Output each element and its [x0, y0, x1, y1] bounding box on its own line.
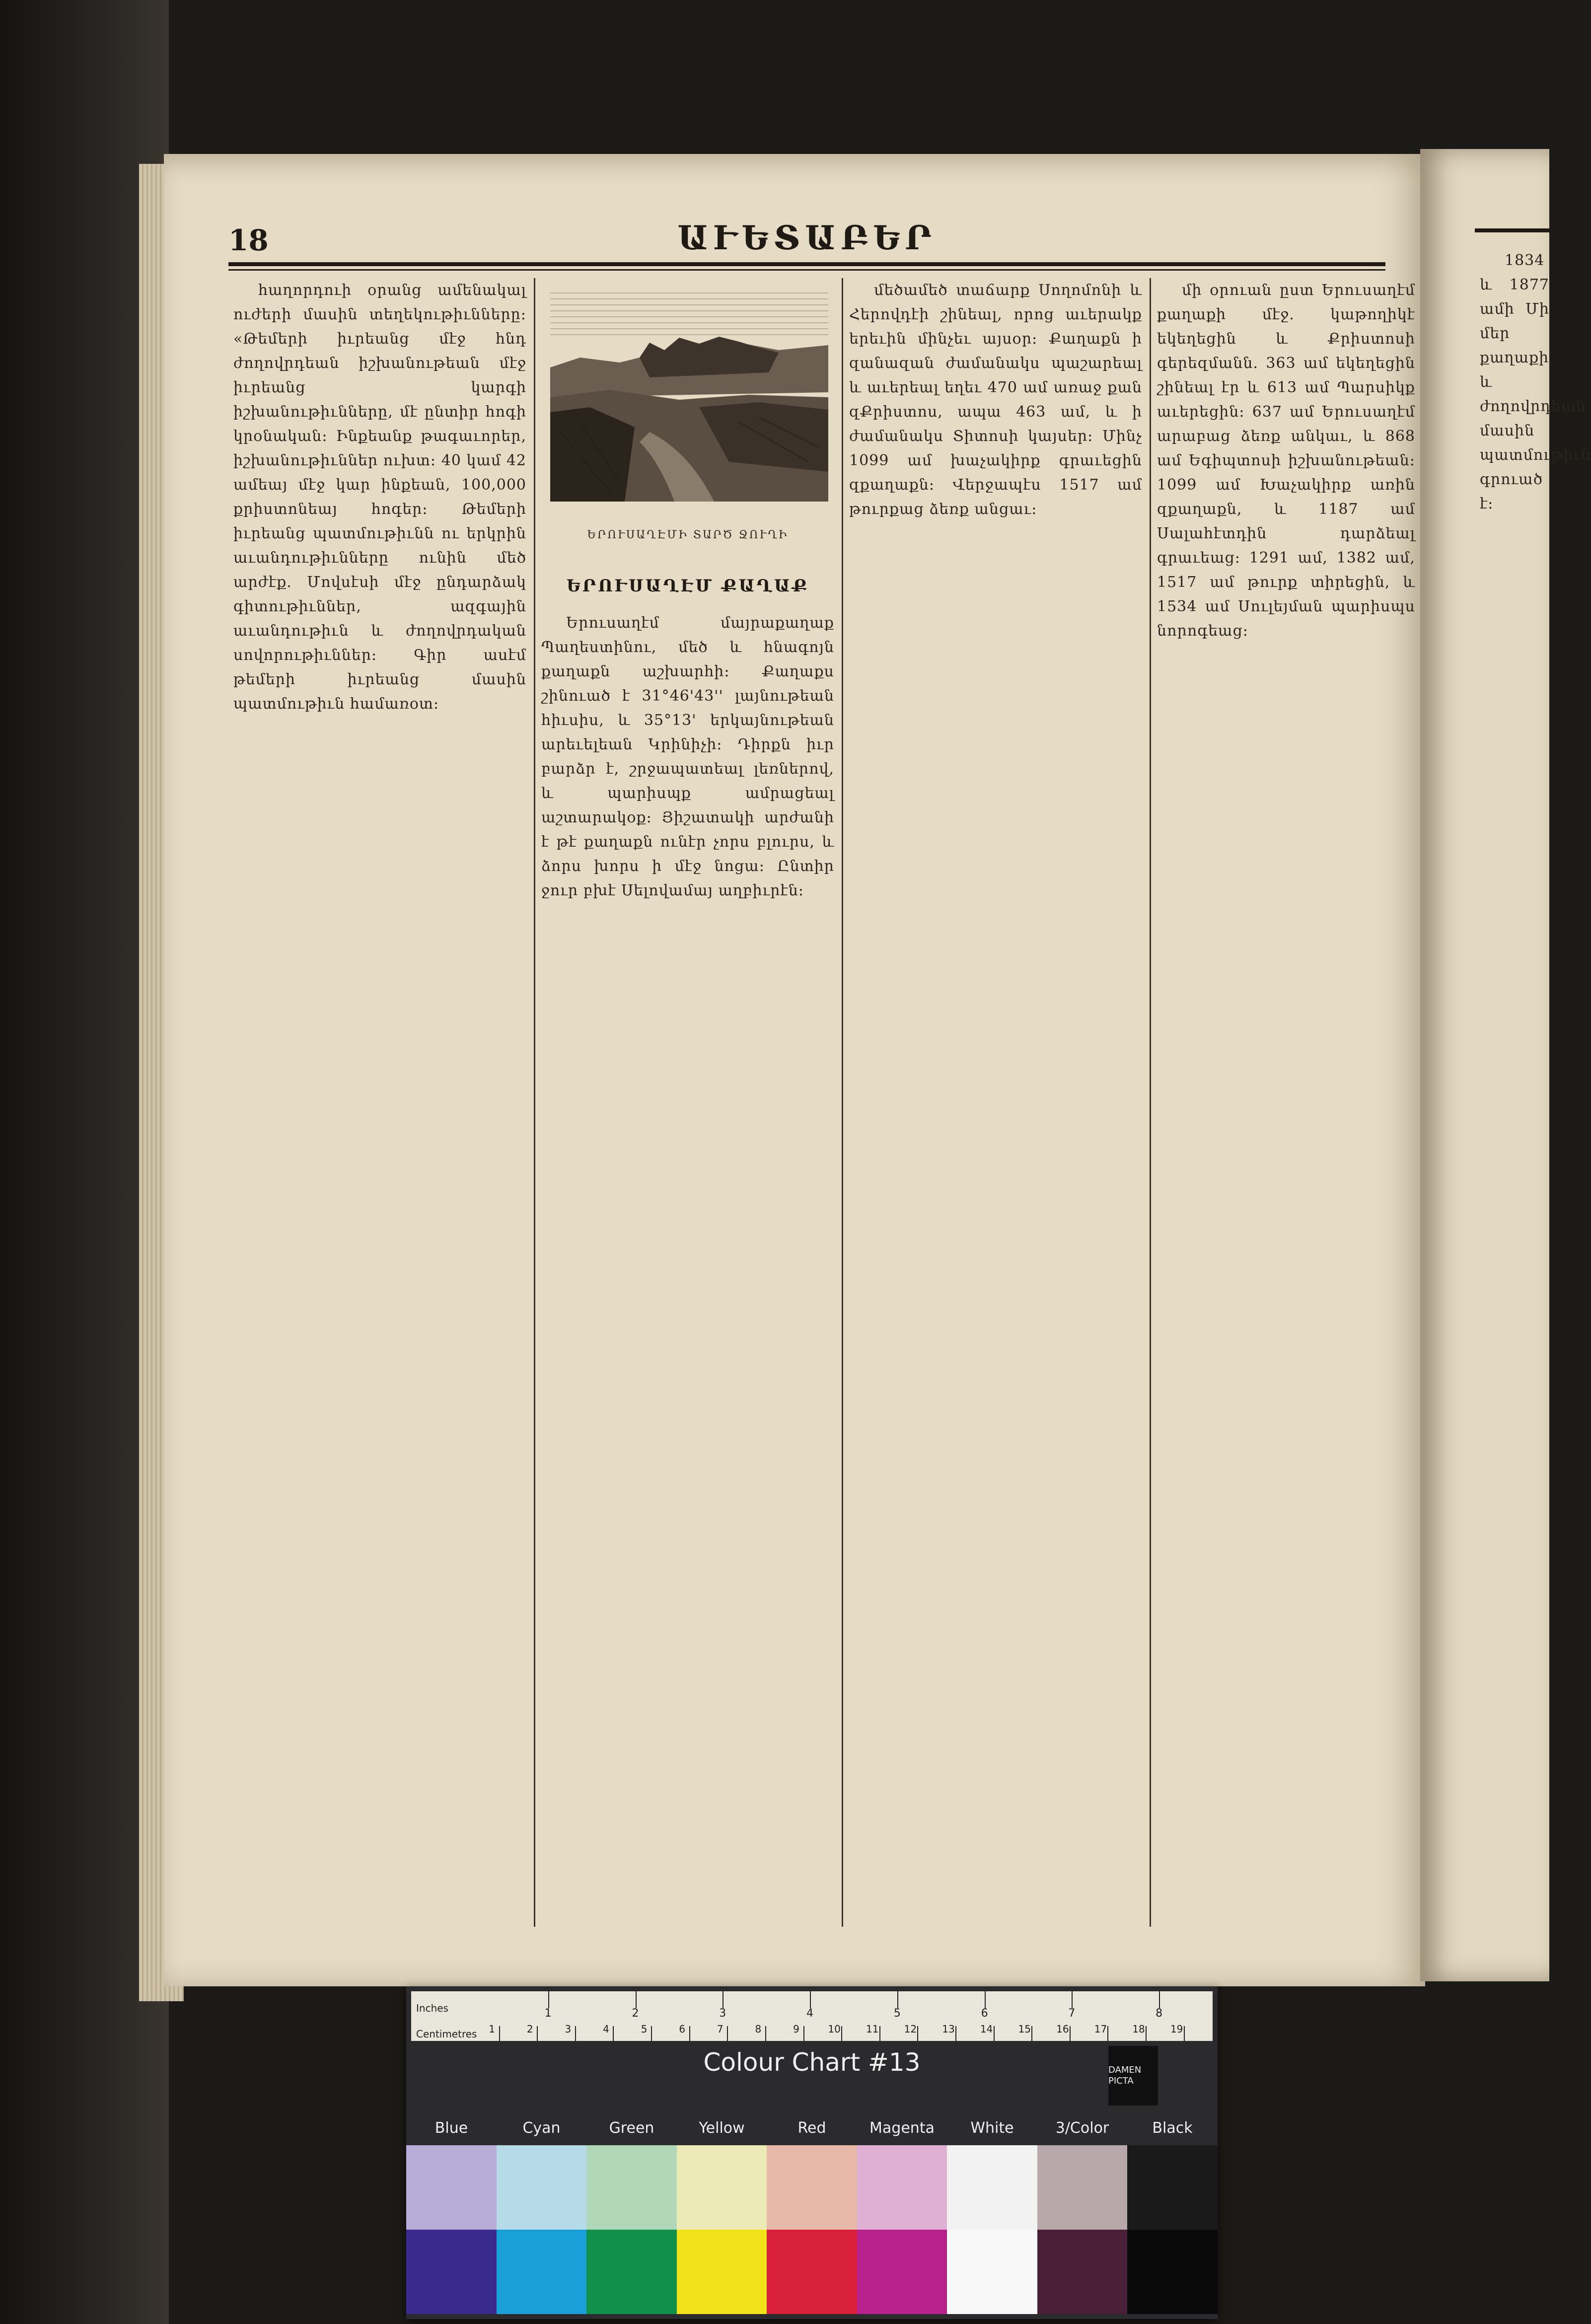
cm-tick — [1070, 2026, 1071, 2041]
right-page-text: 1834 և 1877 ամի Մի մեր քաղաքի և ժողովրդեան մասին պատմութիւն գրուած է։ — [1480, 252, 1591, 512]
cm-tick — [765, 2026, 766, 2041]
running-title: ԱՒԵՏԱԲԵՐ — [677, 218, 937, 257]
swatch-light — [586, 2145, 677, 2230]
page-header — [228, 214, 1385, 258]
cm-tick — [841, 2026, 842, 2041]
article-title: ԵՐՈՒՍԱՂԷՄ ՔԱՂԱՔ — [566, 576, 809, 596]
column-2-text: Երուսաղէմ մայրաքաղաք Պաղեստինու, մեծ և հնագոյն քաղաքն աշխարհի։ Քաղաքս շինուած է 31°46'43'' լայնութեան հիւսիս, և 35°13' երկայնութեան արեւելեան Կրինիչի։ Դիրքն իւր բարձր է, շրջապատեալ լեռներով, և պարիսպք ամրացեալ աշտարակօք։ Յիշատակի արժանի է թէ քաղաքն ունէր չորս բլուրս, և ձորս խորս ի մէջ նոցա։ Ընտիր ջուր բխէ Սելովամայ աղբիւրէն։ — [541, 614, 834, 899]
cm-tick-label: 19 — [1170, 2023, 1183, 2035]
inch-tick — [1159, 1991, 1160, 2008]
cm-tick — [917, 2026, 918, 2041]
right-page-column — [1480, 248, 1591, 1887]
colour-chart-card — [406, 1986, 1218, 2319]
cm-tick-label: 14 — [980, 2023, 993, 2035]
column-1 — [233, 278, 526, 1932]
cm-tick — [575, 2026, 576, 2041]
cm-tick — [955, 2026, 956, 2041]
inch-tick-label: 8 — [1156, 2007, 1163, 2020]
inch-tick-label: 1 — [544, 2007, 552, 2020]
cm-tick — [499, 2026, 500, 2041]
inch-tick-label: 4 — [806, 2007, 814, 2020]
swatch-light — [497, 2145, 587, 2230]
swatch-label: Red — [797, 2119, 826, 2137]
cm-tick-label: 10 — [828, 2023, 841, 2035]
cm-tick-label: 13 — [942, 2023, 955, 2035]
cm-tick-label: 12 — [904, 2023, 917, 2035]
left-page — [164, 154, 1425, 1986]
colour-chart-title: Colour Chart #13 — [703, 2048, 921, 2077]
ruler-cm-label: Centimetres — [416, 2028, 477, 2040]
column-3 — [849, 278, 1142, 1932]
swatch-light — [1037, 2145, 1128, 2230]
swatch-label: Black — [1152, 2119, 1193, 2137]
column-4 — [1157, 278, 1415, 1932]
swatch-light — [406, 2145, 497, 2230]
swatch-labels — [406, 2119, 1218, 2139]
swatch-light — [677, 2145, 767, 2230]
inch-tick-label: 6 — [981, 2007, 988, 2020]
ruler — [411, 1991, 1213, 2041]
cm-tick-label: 2 — [526, 2023, 533, 2035]
inch-tick — [1072, 1991, 1073, 2008]
swatch-label: Blue — [434, 2119, 468, 2137]
swatch-light — [857, 2145, 947, 2230]
cm-tick — [1184, 2026, 1185, 2041]
column-divider — [1150, 278, 1151, 1927]
swatch-dark — [1127, 2230, 1218, 2314]
cm-tick-label: 15 — [1018, 2023, 1031, 2035]
swatch-light — [947, 2145, 1037, 2230]
ruler-inches-label: Inches — [416, 2002, 448, 2014]
cm-tick — [994, 2026, 995, 2041]
header-rule-thin — [228, 269, 1385, 271]
cm-tick — [651, 2026, 652, 2041]
cm-tick-label: 5 — [641, 2023, 648, 2035]
header-rule-thick — [228, 262, 1385, 266]
column-4-text: մի օրուան ըստ Երուսաղէմ քաղաքի մէջ. կաթողիկէ եկեղեցին և Քրիստոսի գերեզմանն. 363 ամ եկեղեցին շինեալ էր և 613 ամ Պարսիկք աւերեցին։ 637 ամ Երուսաղէմ արաբաց ձեռք անկաւ, և 868 ամ Եգիպտոսի իշխանութեան։ 1099 ամ Խաչակիրք առին զքաղաքն, և 1187 ամ Սալահէտդին դարձեալ գրաւեաց։ 1291 ամ, 1382 ամ, 1517 ամ թուրք տիրեցին, և 1534 ամ Սուլեյման պարիսպս նորոգեաց։ — [1157, 282, 1415, 640]
swatch-dark — [857, 2230, 947, 2314]
cm-tick — [803, 2026, 804, 2041]
column-2 — [541, 278, 834, 1932]
swatch-label: Green — [609, 2119, 654, 2137]
cm-tick — [1107, 2026, 1108, 2041]
cm-tick — [689, 2026, 690, 2041]
page-number: 18 — [228, 223, 269, 257]
inch-tick — [897, 1991, 898, 2008]
column-3-text: մեծամեծ տաճարք Սողոմոնի և Հերովդէի շինեալ, որոց աւերակք երեւին մինչեւ այսօր։ Քաղաքն ի զանազան ժամանակս պաշարեալ և աւերեալ եղեւ 470 ամ առաջ քան զՔրիստոս, ապա 463 ամ, և ի ժամանակս Տիտոսի կայսեր։ Մինչ 1099 ամ խաչակիրք գրաւեցին զքաղաքն։ Վերջապէս 1517 ամ թուրքաց ձեռք անցաւ։ — [849, 282, 1142, 518]
swatch-dark — [586, 2230, 677, 2314]
inch-tick — [810, 1991, 811, 2008]
ruler-ticks — [461, 1991, 1203, 2041]
swatch-dark — [1037, 2230, 1128, 2314]
swatch-light — [1127, 2145, 1218, 2230]
cm-tick-label: 4 — [603, 2023, 609, 2035]
right-page-rule — [1475, 228, 1549, 232]
chart-logo-text: DAMEN PICTA — [1108, 2065, 1142, 2086]
swatch-label: 3/Color — [1055, 2119, 1109, 2137]
cm-tick — [1031, 2026, 1032, 2041]
swatch-dark — [947, 2230, 1037, 2314]
column-divider — [842, 278, 843, 1927]
cm-tick — [1146, 2026, 1147, 2041]
cm-tick-label: 6 — [679, 2023, 686, 2035]
swatch-dark — [497, 2230, 587, 2314]
inch-tick — [985, 1991, 986, 2008]
swatch-label: White — [970, 2119, 1014, 2137]
colour-swatches — [406, 2145, 1218, 2314]
inch-tick-label: 2 — [632, 2007, 639, 2020]
column-divider — [534, 278, 535, 1927]
inch-tick-label: 7 — [1068, 2007, 1076, 2020]
cm-tick-label: 9 — [793, 2023, 799, 2035]
swatch-dark — [406, 2230, 497, 2314]
inch-tick-label: 5 — [893, 2007, 901, 2020]
cm-tick — [537, 2026, 538, 2041]
cm-tick — [613, 2026, 614, 2041]
engraving-caption: ԵՐՈՒՍԱՂԷՄԻ ՏԱՐԾ ՋՈՒՂԻ — [587, 529, 789, 541]
cm-tick-label: 16 — [1056, 2023, 1069, 2035]
cm-tick-label: 18 — [1132, 2023, 1145, 2035]
cm-tick-label: 11 — [866, 2023, 879, 2035]
swatch-light — [767, 2145, 857, 2230]
swatch-label: Yellow — [699, 2119, 745, 2137]
cm-tick-label: 8 — [755, 2023, 762, 2035]
inch-tick-label: 3 — [719, 2007, 726, 2020]
cm-tick-label: 17 — [1094, 2023, 1107, 2035]
swatch-label: Cyan — [522, 2119, 561, 2137]
cm-tick-label: 7 — [717, 2023, 723, 2035]
swatch-label: Magenta — [869, 2119, 935, 2137]
chart-logo — [1108, 2046, 1158, 2106]
right-page — [1420, 149, 1591, 1981]
inch-tick — [636, 1991, 637, 2008]
swatch-dark — [767, 2230, 857, 2314]
cm-tick — [727, 2026, 728, 2041]
cm-tick-label: 1 — [489, 2023, 495, 2035]
swatch-dark — [677, 2230, 767, 2314]
cm-tick-label: 3 — [565, 2023, 572, 2035]
column-1-text: հաղորդուի օրանց ամենակալ ուժերի մասին տեղեկութիւնները։ «Թեմերի իւրեանց մէջ հնդ ժողովրդեան իշխանութեան մէջ իւրեանց կարգի իշխանութիւնները, մէ ընտիր հոգի կրօնական։ Ինքեանք թագաւորեր, իշխանութիւններ ուխտ։ 40 կամ 42 ամեայ մէջ կար ինքեան, 100,000 քրիստոնեայ հոգեր։ Թեմերի իւրեանց պատմութիւնն ու երկրին աւանդութիւնները ունին մեծ արժէք. Մովսէսի մէջ ընդարձակ գիտութիւններ, ազգային աւանդութիւն և ժողովրդական սովորութիւններ։ Գիր ասէմ թեմերի իւրեանց մասին պատմութիւն համառօտ։ — [233, 282, 526, 713]
inch-tick — [548, 1991, 549, 2008]
cm-tick — [879, 2026, 880, 2041]
